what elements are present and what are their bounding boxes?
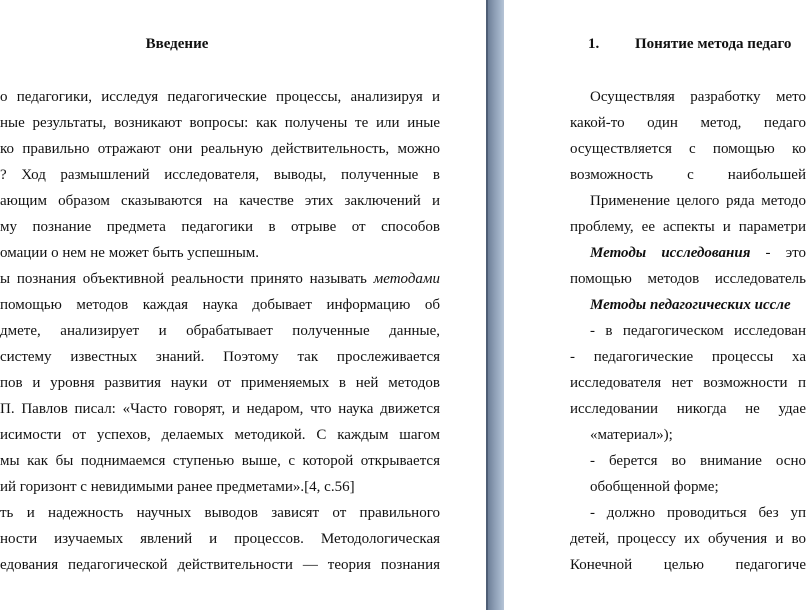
text-line: [570, 166, 806, 184]
italic-term: методами: [373, 271, 440, 287]
text-line: [0, 530, 440, 548]
line-text: - это: [750, 245, 806, 261]
text-line: [590, 504, 806, 522]
line-text: исследовании никогда не удае: [570, 401, 806, 417]
text-line: [590, 322, 806, 340]
text-line: [0, 166, 440, 184]
text-line: [570, 556, 806, 574]
line-text: Применение целого ряда методо: [590, 193, 806, 209]
right-page: [504, 0, 806, 610]
line-text: П. Павлов писал: «Часто говорят, и недаром, что наука движется: [0, 401, 440, 417]
text-line: [0, 374, 440, 392]
line-text: му познание предмета педагогики в отрыве от способов: [0, 219, 440, 235]
line-text: исследователя нет возможности п: [570, 375, 806, 391]
line-text: обобщенной форме;: [590, 479, 719, 495]
line-text: проблему, ее аспекты и параметри: [570, 219, 806, 235]
text-line: [0, 244, 440, 262]
text-line: [570, 140, 806, 158]
line-text: исимости от успехов, делаемых методикой. С каждым шагом: [0, 427, 440, 443]
text-line: [0, 114, 440, 132]
text-line: [0, 296, 440, 314]
line-text: омации о нем не может быть успешным.: [0, 245, 260, 261]
line-text: ные результаты, возникают вопросы: как получены те или иные: [0, 115, 440, 131]
text-line: [570, 530, 806, 548]
text-line: [570, 218, 806, 236]
text-line: [0, 270, 440, 288]
line-text: систему известных знаний. Поэтому так прослеживается: [0, 349, 440, 365]
text-line: [0, 218, 440, 236]
line-text: ий горизонт с невидимыми ранее предметами».[4, с.56]: [0, 479, 355, 495]
text-line: [0, 426, 440, 444]
line-text: ть и надежность научных выводов зависят от правильного: [0, 505, 440, 521]
emphasized-term: Методы исследования: [590, 245, 751, 261]
line-text: какой-то один метод, педаго: [570, 115, 806, 131]
text-line: [570, 374, 806, 392]
text-line: [590, 296, 806, 314]
line-text: ко правильно отражают они реальную действительность, можно: [0, 141, 440, 157]
line-text: - в педагогическом исследован: [590, 323, 806, 339]
text-line: [590, 88, 806, 106]
line-text: пов и уровня развития науки от применяемых в ней методов: [0, 375, 440, 391]
page-edge-shadow: [486, 0, 488, 610]
text-line: [0, 348, 440, 366]
text-line: [590, 426, 806, 444]
text-line: [0, 478, 440, 496]
line-text: - берется во внимание осно: [590, 453, 806, 469]
text-line: [0, 322, 440, 340]
line-text: ? Ход размышлений исследователя, выводы, полученные в: [0, 167, 440, 183]
right-page-heading: Понятие метода педаго: [635, 36, 792, 52]
text-line: [0, 192, 440, 210]
emphasized-term: Методы педагогических иссле: [590, 297, 791, 313]
line-text: возможность с наибольшей: [570, 167, 806, 183]
line-text: помощью методов исследователь: [570, 271, 806, 287]
line-text: Осуществляя разработку мето: [590, 89, 806, 105]
text-line: [590, 478, 806, 496]
text-line: [0, 556, 440, 574]
text-line: [570, 400, 806, 418]
line-text: «материал»);: [590, 427, 673, 443]
line-text: ности изучаемых явлений и процессов. Методологическая: [0, 531, 440, 547]
right-page-heading-number: 1.: [588, 36, 600, 52]
line-text: о педагогики, исследуя педагогические процессы, анализируя и: [0, 89, 440, 105]
text-line: [570, 348, 806, 366]
text-line: [590, 452, 806, 470]
line-text: дмете, анализирует и обрабатывает полученные данные,: [0, 323, 440, 339]
line-text: Конечной целью педагогиче: [570, 557, 806, 573]
line-text: едования педагогической действительности — теория познания: [0, 557, 440, 573]
text-line: [0, 452, 440, 470]
text-line: [0, 504, 440, 522]
line-text: - должно проводиться без уп: [590, 505, 806, 521]
text-line: [0, 140, 440, 158]
left-page-title: Введение: [145, 36, 209, 52]
line-text: помощью методов каждая наука добывает информацию об: [0, 297, 440, 313]
text-line: [0, 400, 440, 418]
page-gutter: [488, 0, 504, 610]
text-line: [590, 244, 806, 262]
text-line: [570, 114, 806, 132]
line-text: осуществляется с помощью ко: [570, 141, 806, 157]
line-text: ы познания объективной реальности принято называть: [0, 271, 374, 287]
line-text: ающим образом сказываются на качестве этих заключений и: [0, 193, 440, 209]
line-text: - педагогические процессы ха: [570, 349, 806, 365]
text-line: [570, 270, 806, 288]
text-line: [0, 88, 440, 106]
line-text: мы как бы поднимаемся ступенью выше, с которой открывается: [0, 453, 440, 469]
text-line: [590, 192, 806, 210]
line-text: детей, процессу их обучения и во: [570, 531, 806, 547]
